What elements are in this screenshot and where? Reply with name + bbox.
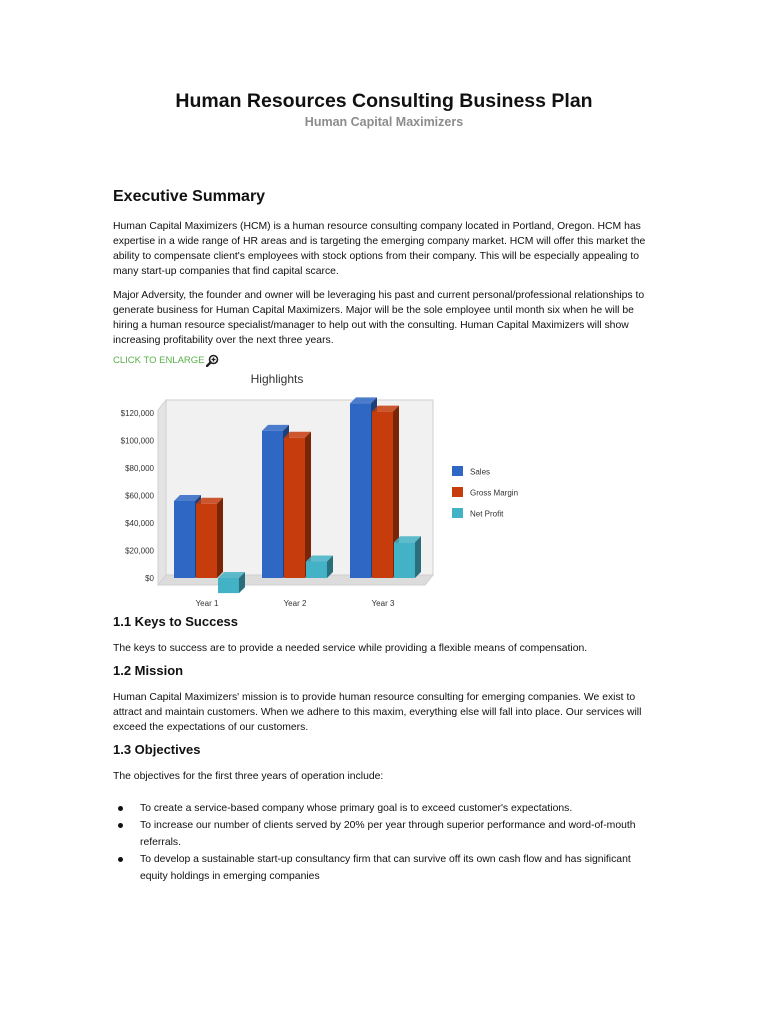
x-tick-label: Year 2 [283,599,307,608]
bar-front [306,562,327,579]
mission-heading: 1.2 Mission [113,663,184,678]
bar-net-profit-year-2 [306,556,333,579]
legend-label: Gross Margin [470,488,519,498]
bar-side [217,498,223,578]
y-tick-label: $60,000 [125,491,154,501]
bullet-icon [118,806,123,811]
objective-text: To create a service-based company whose primary goal is to exceed customer's expectations. [140,803,573,814]
y-tick-label: $0 [145,574,154,583]
objectives-heading: 1.3 Objectives [113,742,201,757]
bar-gross-margin-year-1 [196,498,223,578]
document-subtitle: Human Capital Maximizers [304,115,464,129]
objective-text: To develop a sustainable start-up consultancy firm that can survive off its own cash flow and has significant equity holdings in emerging companies [140,854,631,882]
y-tick-label: $40,000 [125,519,154,528]
bar-front [394,542,415,578]
enlarge-link-label: CLICK TO ENLARGE [113,355,205,367]
bar-net-profit-year-1 [218,572,245,593]
legend-label: Net Profit [470,509,504,519]
bar-front [284,438,305,578]
bar-front [196,504,217,578]
bar-net-profit-year-3 [394,536,421,578]
document-title: Human Resources Consulting Business Plan [175,90,593,112]
y-tick-label: $80,000 [125,464,154,473]
y-tick-label: $20,000 [125,546,154,556]
legend-label: Sales [470,467,491,477]
bullet-icon [118,857,123,862]
objective-item [113,800,658,817]
bar-front [350,403,371,578]
bar-front [262,431,283,578]
legend-swatch [452,508,463,518]
chart-title: Highlights [250,372,304,386]
objectives-intro: The objectives for the first three years of operation include: [113,771,384,782]
y-tick-label: $120,000 [120,409,154,418]
x-tick-label: Year 3 [371,599,395,608]
executive-summary-heading: Executive Summary [113,188,266,205]
y-tick-label: $100,000 [120,436,154,446]
bar-front [218,578,239,593]
executive-summary-paragraph-1: Human Capital Maximizers (HCM) is a human resource consulting company located in Portland, Oregon. HCM has expertise in a wide range of HR areas and is targeting the emerging company market. HCM will offer this market the ability to compensate client's employees with stock options from their company. This will be especially appealing to many start-up companies that find capital scarce. [113,221,646,277]
keys-to-success-text: The keys to success are to provide a needed service while providing a flexible means of compensation. [113,643,588,654]
bar-side [305,432,311,578]
bullet-icon [118,823,123,828]
objectives-list [113,800,658,885]
objective-item [113,817,658,851]
executive-summary-paragraph-2: Major Adversity, the founder and owner will be leveraging his past and current personal/professional relationships to generate business for Human Capital Maximizers. Major will be the sole employee until month six when he will be hiring a human resource specialist/manager to help out with the consulting. Human Capital Maximizers will show increasing profitability over the next three years. [113,290,645,346]
objective-text: To increase our number of clients served by 20% per year through superior performance and word-of-mouth referrals. [140,820,636,848]
legend-swatch [452,466,463,476]
mission-text: Human Capital Maximizers' mission is to provide human resource consulting for emerging companies. We exist to attract and maintain customers. When we adhere to this maxim, everything else will fall into place. Our services will exceed the expectations of our customers. [113,692,642,733]
bar-front [174,501,195,578]
bar-side [415,536,421,578]
highlights-chart[interactable] [100,365,550,615]
legend-swatch [452,487,463,497]
bar-front [372,412,393,578]
x-tick-label: Year 1 [195,599,219,608]
bar-gross-margin-year-2 [284,432,311,578]
objective-item [113,851,658,885]
keys-to-success-heading: 1.1 Keys to Success [113,614,239,629]
